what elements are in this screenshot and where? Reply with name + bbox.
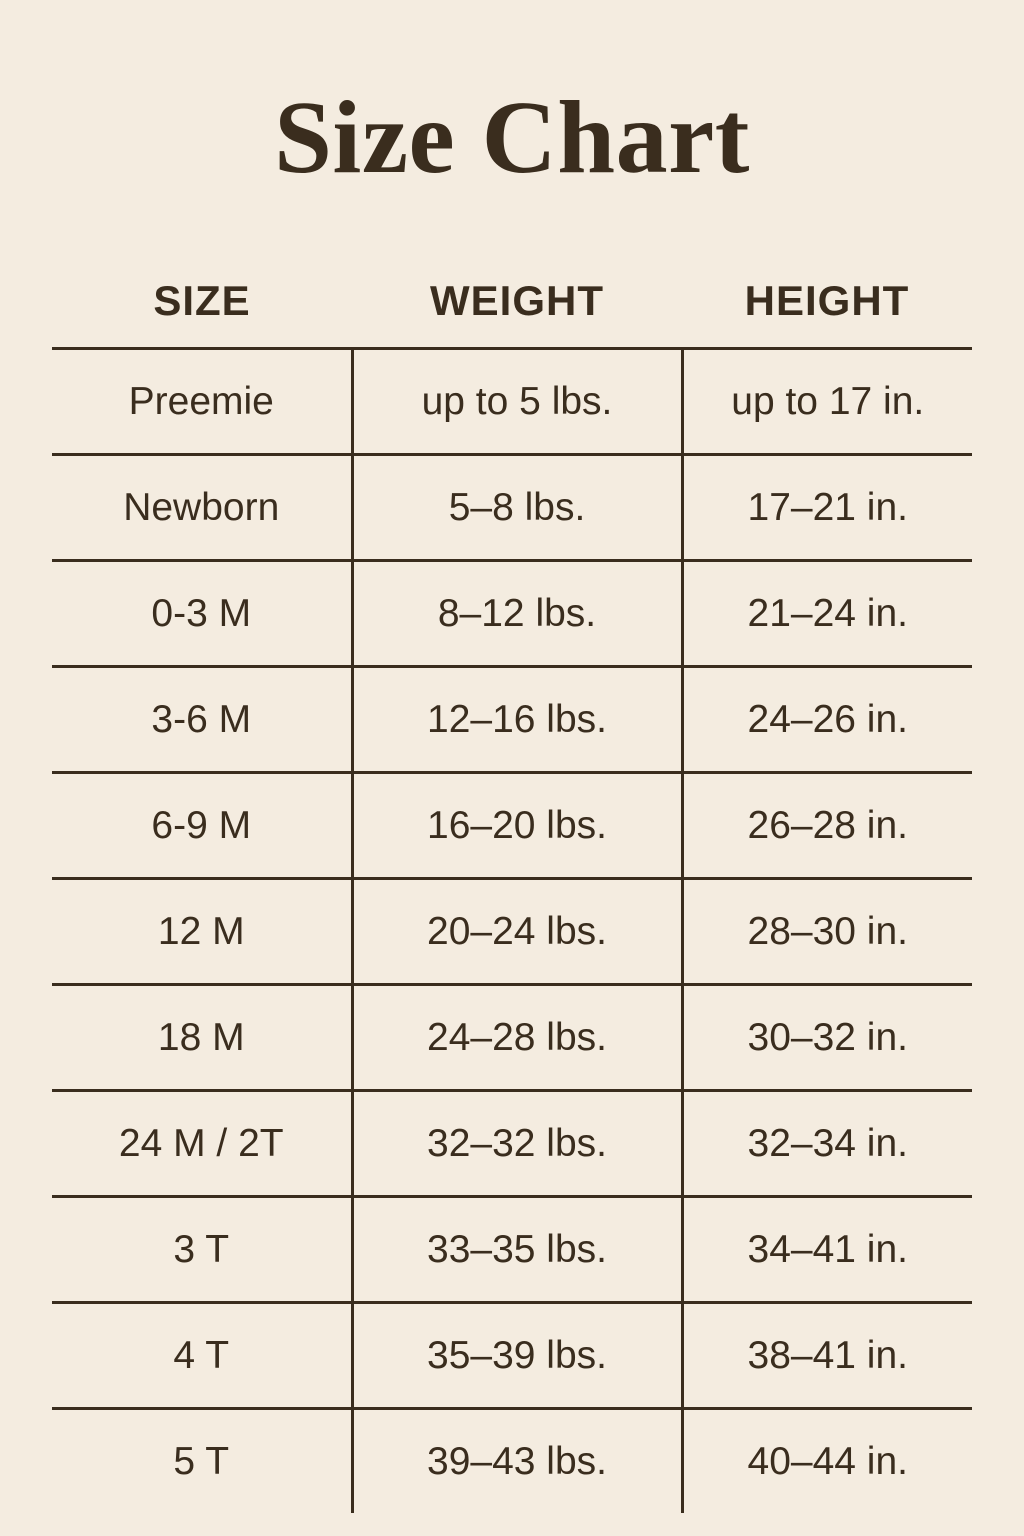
- table-row: [52, 349, 972, 455]
- cell-weight: 8–12 lbs.: [352, 561, 682, 667]
- cell-height: 26–28 in.: [682, 773, 972, 879]
- cell-size: 5 T: [52, 1409, 352, 1514]
- size-chart-table: [52, 276, 972, 1513]
- table-row: [52, 561, 972, 667]
- table-body: [52, 349, 972, 1514]
- cell-height: 17–21 in.: [682, 455, 972, 561]
- cell-height: 34–41 in.: [682, 1197, 972, 1303]
- column-header-height: HEIGHT: [682, 276, 972, 349]
- cell-weight: 20–24 lbs.: [352, 879, 682, 985]
- cell-size: 3 T: [52, 1197, 352, 1303]
- cell-size: 4 T: [52, 1303, 352, 1409]
- table-row: [52, 879, 972, 985]
- cell-size: Preemie: [52, 349, 352, 455]
- table-row: [52, 667, 972, 773]
- table-row: [52, 455, 972, 561]
- cell-height: 28–30 in.: [682, 879, 972, 985]
- table-header-row: [52, 276, 972, 349]
- cell-weight: 32–32 lbs.: [352, 1091, 682, 1197]
- table-row: [52, 1197, 972, 1303]
- cell-weight: up to 5 lbs.: [352, 349, 682, 455]
- cell-weight: 12–16 lbs.: [352, 667, 682, 773]
- cell-weight: 39–43 lbs.: [352, 1409, 682, 1514]
- table-row: [52, 1409, 972, 1514]
- cell-weight: 35–39 lbs.: [352, 1303, 682, 1409]
- cell-size: 18 M: [52, 985, 352, 1091]
- table-row: [52, 773, 972, 879]
- cell-size: Newborn: [52, 455, 352, 561]
- column-header-weight: WEIGHT: [352, 276, 682, 349]
- cell-weight: 16–20 lbs.: [352, 773, 682, 879]
- cell-size: 3-6 M: [52, 667, 352, 773]
- cell-height: 40–44 in.: [747, 1439, 908, 1483]
- cell-size: 24 M / 2T: [52, 1091, 352, 1197]
- page-title: Size Chart: [274, 80, 750, 195]
- cell-height: 32–34 in.: [682, 1091, 972, 1197]
- cell-height: 24–26 in.: [682, 667, 972, 773]
- cell-height: 30–32 in.: [682, 985, 972, 1091]
- cell-size: 0-3 M: [52, 561, 352, 667]
- table-header: [52, 276, 972, 349]
- table-row: [52, 985, 972, 1091]
- cell-size: 6-9 M: [52, 773, 352, 879]
- table-row: [52, 1303, 972, 1409]
- cell-weight: 5–8 lbs.: [352, 455, 682, 561]
- cell-height: 38–41 in.: [682, 1303, 972, 1409]
- cell-weight: 33–35 lbs.: [352, 1197, 682, 1303]
- table-row: [52, 1091, 972, 1197]
- cell-height: 21–24 in.: [682, 561, 972, 667]
- cell-size: 12 M: [52, 879, 352, 985]
- cell-height: up to 17 in.: [682, 349, 972, 455]
- cell-weight: 24–28 lbs.: [352, 985, 682, 1091]
- column-header-size: SIZE: [52, 276, 352, 349]
